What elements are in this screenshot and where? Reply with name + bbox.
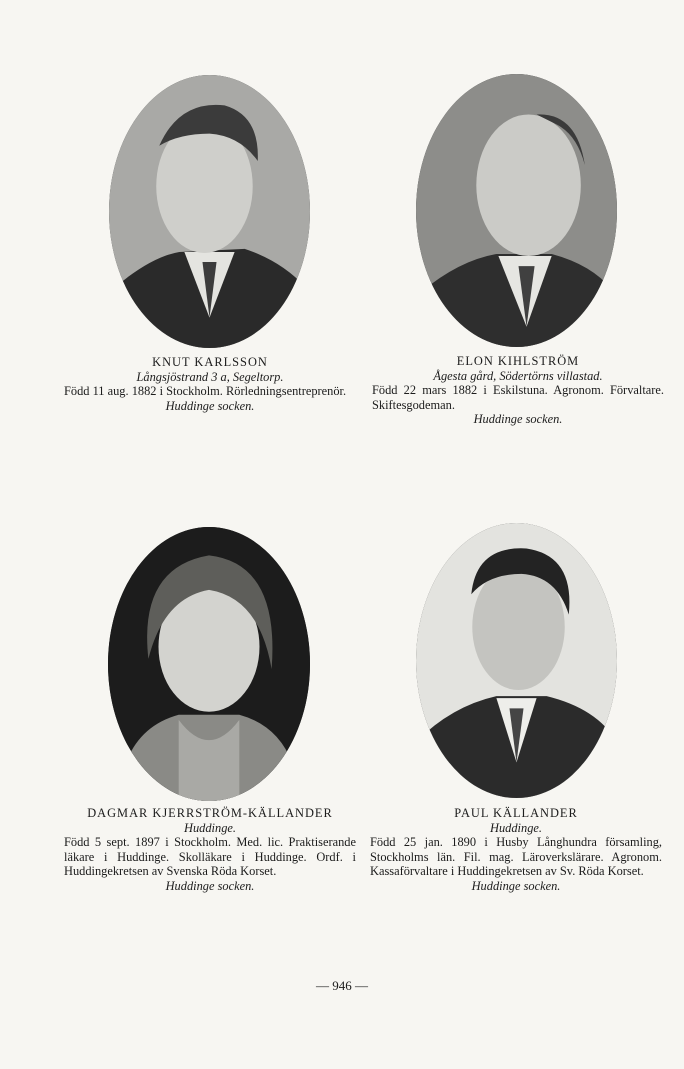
- person-name: KNUT KARLSSON: [152, 355, 268, 369]
- portrait-dagmar-kjerrstrom-kallander: [108, 527, 310, 801]
- caption-elon-kihlstrom: [372, 354, 664, 427]
- caption-dagmar-kjerrstrom-kallander: [64, 806, 356, 894]
- page-number: — 946 —: [316, 978, 368, 993]
- person-name: DAGMAR KJERRSTRÖM-KÄLLANDER: [87, 806, 333, 820]
- person-name: ELON KIHLSTRÖM: [456, 354, 580, 368]
- person-bio: Född 5 sept. 1897 i Stockholm. Med. lic. Praktiserande läkare i Huddinge. Skolläkare i Huddinge. Ordf. i Huddingekretsen av Svenska Röda Korset.: [64, 835, 356, 879]
- person-name: PAUL KÄLLANDER: [454, 806, 578, 820]
- person-address: Huddinge.: [490, 820, 542, 835]
- person-parish: Huddinge socken.: [471, 878, 561, 893]
- portrait-elon-kihlstrom: [416, 74, 617, 347]
- person-parish: Huddinge socken.: [165, 878, 255, 893]
- portrait-knut-karlsson: [109, 75, 310, 348]
- person-parish: Huddinge socken.: [165, 398, 255, 413]
- person-address: Huddinge.: [184, 820, 236, 835]
- portrait-paul-kallander: [416, 523, 617, 798]
- person-bio: Född 25 jan. 1890 i Husby Långhundra församling, Stockholms län. Fil. mag. Läroverkslärare. Agronom. Kassaförvaltare i Huddingekretsen av Sv. Röda Korset.: [370, 835, 662, 879]
- person-bio: Född 22 mars 1882 i Eskilstuna. Agronom. Förvaltare. Skiftesgodeman.: [372, 383, 664, 412]
- person-bio: Född 11 aug. 1882 i Stockholm. Rörledningsentreprenör.: [64, 384, 347, 399]
- person-address: Ågesta gård, Södertörns villastad.: [433, 368, 603, 383]
- person-address: Långsjöstrand 3 a, Segeltorp.: [136, 369, 284, 384]
- person-parish: Huddinge socken.: [473, 412, 563, 427]
- caption-knut-karlsson: [64, 355, 356, 413]
- caption-paul-kallander: [370, 806, 662, 894]
